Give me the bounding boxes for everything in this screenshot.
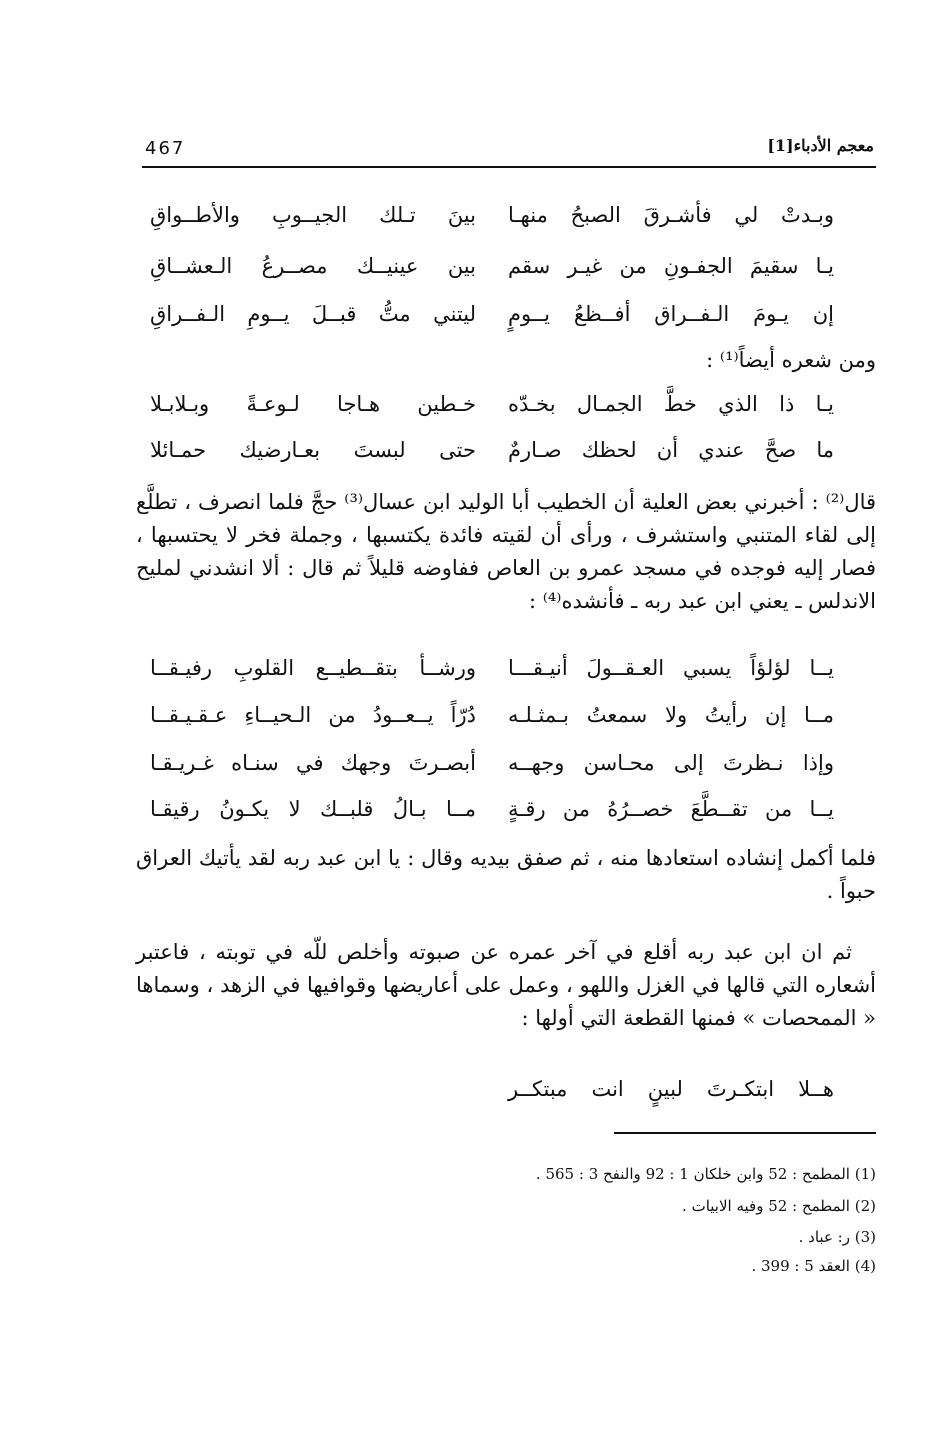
verse-first-hemistich: هــلا ابتكـرتَ لبينٍ انت مبتكــر [508, 1077, 834, 1101]
header-rule [142, 166, 876, 168]
verse-first-hemistich: وبـدتْ لي فأشـرقَ الصبحُ منهـا [508, 203, 834, 227]
verse-line [150, 1077, 834, 1121]
verse-second-hemistich: بين عينيــك مصــرعُ الـعشــاقِ [150, 254, 476, 278]
page-number: 467 [145, 138, 186, 159]
verse-first-hemistich: يــا من تقــطَّعَ خصــرُهُ من رقـةٍ [508, 797, 834, 821]
verse-line [150, 438, 834, 482]
verse-second-hemistich: ليتني متُّ قبــلَ يــومِ الـفــراقِ [150, 302, 476, 326]
footnote-rule [614, 1132, 876, 1134]
verse-second-hemistich: بينَ تـلك الجيــوبِ والأطــواقِ [150, 203, 476, 227]
verse-line [150, 254, 834, 298]
verse-first-hemistich: يـا سقيمَ الجفـونِ من غيـر سقم [508, 254, 834, 278]
verse-second-hemistich: حتى لبستَ بعـارضيك حمـائلا [150, 438, 476, 462]
verse-line [150, 203, 834, 247]
verse-first-hemistich: مــا إن رأيتُ ولا سمعتُ بـمثـلـه [508, 703, 834, 727]
verse-second-hemistich: خـطين هـاجا لـوعـةً وبـلابـلا [150, 392, 476, 416]
footnote: (4) العقد 5 : 399 . [751, 1257, 876, 1275]
footnote: (1) المطمح : 52 وابن خلكان 1 : 92 والنفح 3 : 565 . [535, 1165, 876, 1183]
paragraph-conclusion: فلما أكمل إنشاده استعادها منه ، ثم صفق بيديه وقال : يا ابن عبد ربه لقد يأتيك العراق حبواً . [136, 846, 876, 903]
verse-line [150, 797, 834, 841]
verse-line [150, 302, 834, 346]
verse-line [150, 656, 834, 700]
verse-second-hemistich: مــا بـالُ قلبــك لا يكـونُ رقيقـا [150, 797, 476, 821]
paragraph-repentance: ثم ان ابن عبد ربه أقلع في آخر عمره عن صبوته وأخلص للّه في توبته ، فاعتبر أشعاره التي قالها في الغزل واللهو ، وعمل على أعاريضها وقوافيها في الزهد ، وسماها « الممحصات » فمنها القطعة التي أولها : [136, 940, 876, 1030]
verse-line [150, 751, 834, 795]
verse-second-hemistich: ورشــأ بتقــطيــع القلوبِ رفيـقــا [150, 656, 476, 680]
verse-first-hemistich: يــا لؤلؤاً يسبي العـقــولَ أنيـقـــا [508, 656, 834, 680]
poem-intro: ومن شعره أيضاً⁽¹⁾ : [706, 348, 876, 372]
verse-second-hemistich: أبصـرتَ وجهك في سنـاه غـريـقـا [150, 751, 476, 775]
verse-line [150, 392, 834, 436]
running-title: معجم الأدباء[1] [767, 136, 874, 155]
footnote: (3) ر: عباد . [798, 1228, 876, 1246]
verse-line [150, 703, 834, 747]
paragraph-anecdote: قال⁽²⁾ : أخبرني بعض العلية أن الخطيب أبا الوليد ابن عسال⁽³⁾ حجَّ فلما انصرف ، تطلَّع إلى لقاء المتنبي واستشرف ، ورأى أن لقيته فائدة يكتسبها ، وجملة فخر لا يحتسبها ، فصار إليه فوجده في مسجد عمرو بن العاص ففاوضه قليلاً ثم قال : ألا انشدني لمليح الاندلس ـ يعني ابن عبد ربه ـ فأنشده⁽⁴⁾ : [136, 490, 877, 613]
verse-first-hemistich: وإذا نـظرتَ إلى محـاسن وجهــه [508, 751, 834, 775]
footnote: (2) المطمح : 52 وفيه الابيات . [682, 1197, 876, 1215]
verse-first-hemistich: يـا ذا الذي خطَّ الجمـال بخـدّه [508, 392, 834, 416]
verse-second-hemistich: دُرّاً يــعــودُ من الـحيــاءِ عـقـيـقــا [150, 703, 476, 727]
verse-first-hemistich: إن يـومَ الـفــراق أفــظعُ يــومٍ [508, 302, 834, 326]
verse-first-hemistich: ما صحَّ عندي أن لحظك صـارمٌ [508, 438, 834, 462]
